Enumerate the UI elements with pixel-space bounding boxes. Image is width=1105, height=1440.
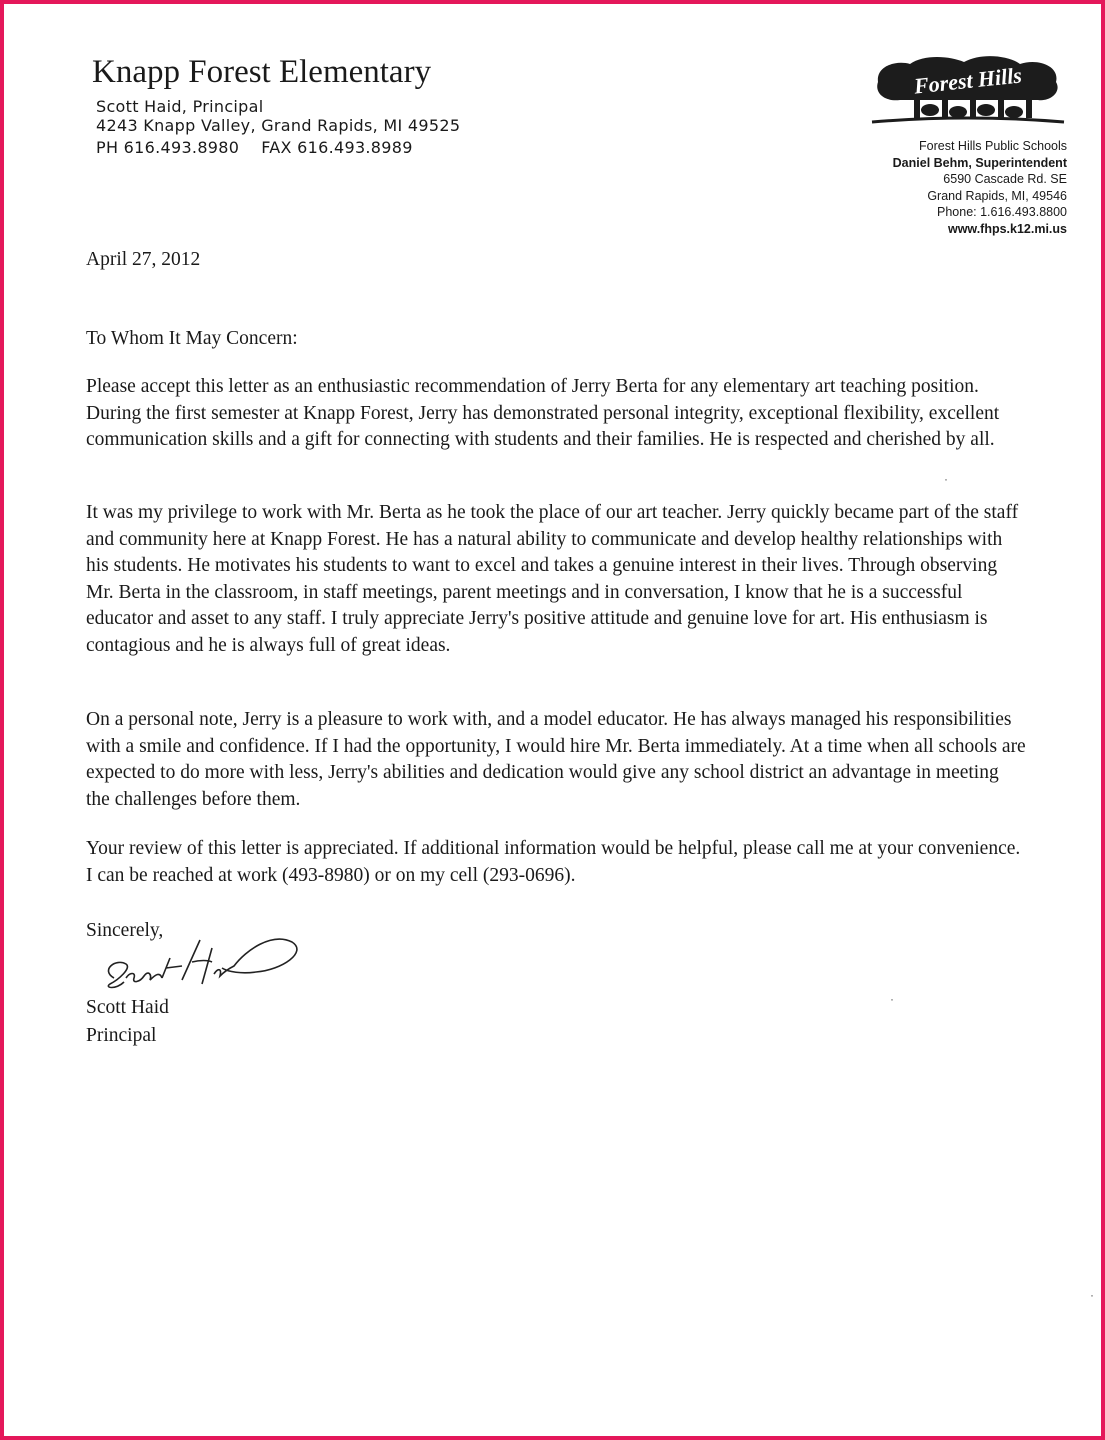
district-name: Forest Hills Public Schools <box>919 139 1067 153</box>
school-name: Knapp Forest Elementary <box>92 54 432 90</box>
forest-hills-logo <box>870 52 1066 132</box>
principal-line: Scott Haid, Principal <box>96 97 264 116</box>
svg-text:Forest Hills: Forest Hills <box>912 62 1023 99</box>
district-website: www.fhps.k12.mi.us <box>947 221 1067 236</box>
contact-line <box>96 138 413 157</box>
phone-number: PH 616.493.8980 <box>96 138 240 157</box>
paragraph-2: It was my privilege to work with Mr. Berta as he took the place of our art teacher. Jerry quickly became part of the staff and community here at Knapp Forest. He has a natural ability to communicate and develop healthy relationships with his students. He motivates his students to want to excel and takes a genuine interest in their lives. Through observing Mr. Berta in the classroom, in staff meetings, parent meetings and in conversation, I know that he is a successful educator and asset to any staff. I truly appreciate Jerry's positive attitude and genuine love for art. His enthusiasm is contagious and he is always full of great ideas. <box>86 502 1019 656</box>
district-city: Grand Rapids, MI, 49546 <box>927 188 1067 203</box>
paragraph-3: On a personal note, Jerry is a pleasure to work with, and a model educator. He has always managed his responsibilities with a smile and confidence. If I had the opportunity, I would hire Mr. Berta immediately. At a time when all schools are expected to do more with less, Jerry's abilities and dedication would give any school district an advantage in meeting the challenges before them. <box>86 709 1026 810</box>
signer-name: Scott Haid <box>86 997 169 1018</box>
fax-number: FAX 616.493.8989 <box>261 138 413 157</box>
district-info <box>893 138 1067 237</box>
salutation: To Whom It May Concern: <box>86 328 298 349</box>
paragraph-4: Your review of this letter is appreciated. If additional information would be helpful, please call me at your convenience. I can be reached at work (493-8980) or on my cell (293-0696). <box>86 838 1021 886</box>
district-street: 6590 Cascade Rd. SE <box>943 172 1067 186</box>
handwritten-signature <box>96 928 306 998</box>
letter-date: April 27, 2012 <box>86 249 201 270</box>
scan-speck: · <box>944 472 948 486</box>
closing: Sincerely, <box>86 920 164 941</box>
signer-title: Principal <box>86 1025 157 1046</box>
district-phone: Phone: 1.616.493.8800 <box>937 205 1067 219</box>
scan-speck: · <box>1090 1288 1094 1302</box>
superintendent: Daniel Behm, Superintendent <box>892 155 1067 170</box>
paragraph-1: Please accept this letter as an enthusiastic recommendation of Jerry Berta for any elementary art teaching position. During the first semester at Knapp Forest, Jerry has demonstrated personal integrity, exceptional flexibility, excellent communication skills and a gift for connecting with students and their families. He is respected and cherished by all. <box>86 376 1000 450</box>
signer-block <box>86 994 1026 1050</box>
school-address: 4243 Knapp Valley, Grand Rapids, MI 49525 <box>96 116 461 135</box>
scan-speck: · <box>890 992 894 1006</box>
